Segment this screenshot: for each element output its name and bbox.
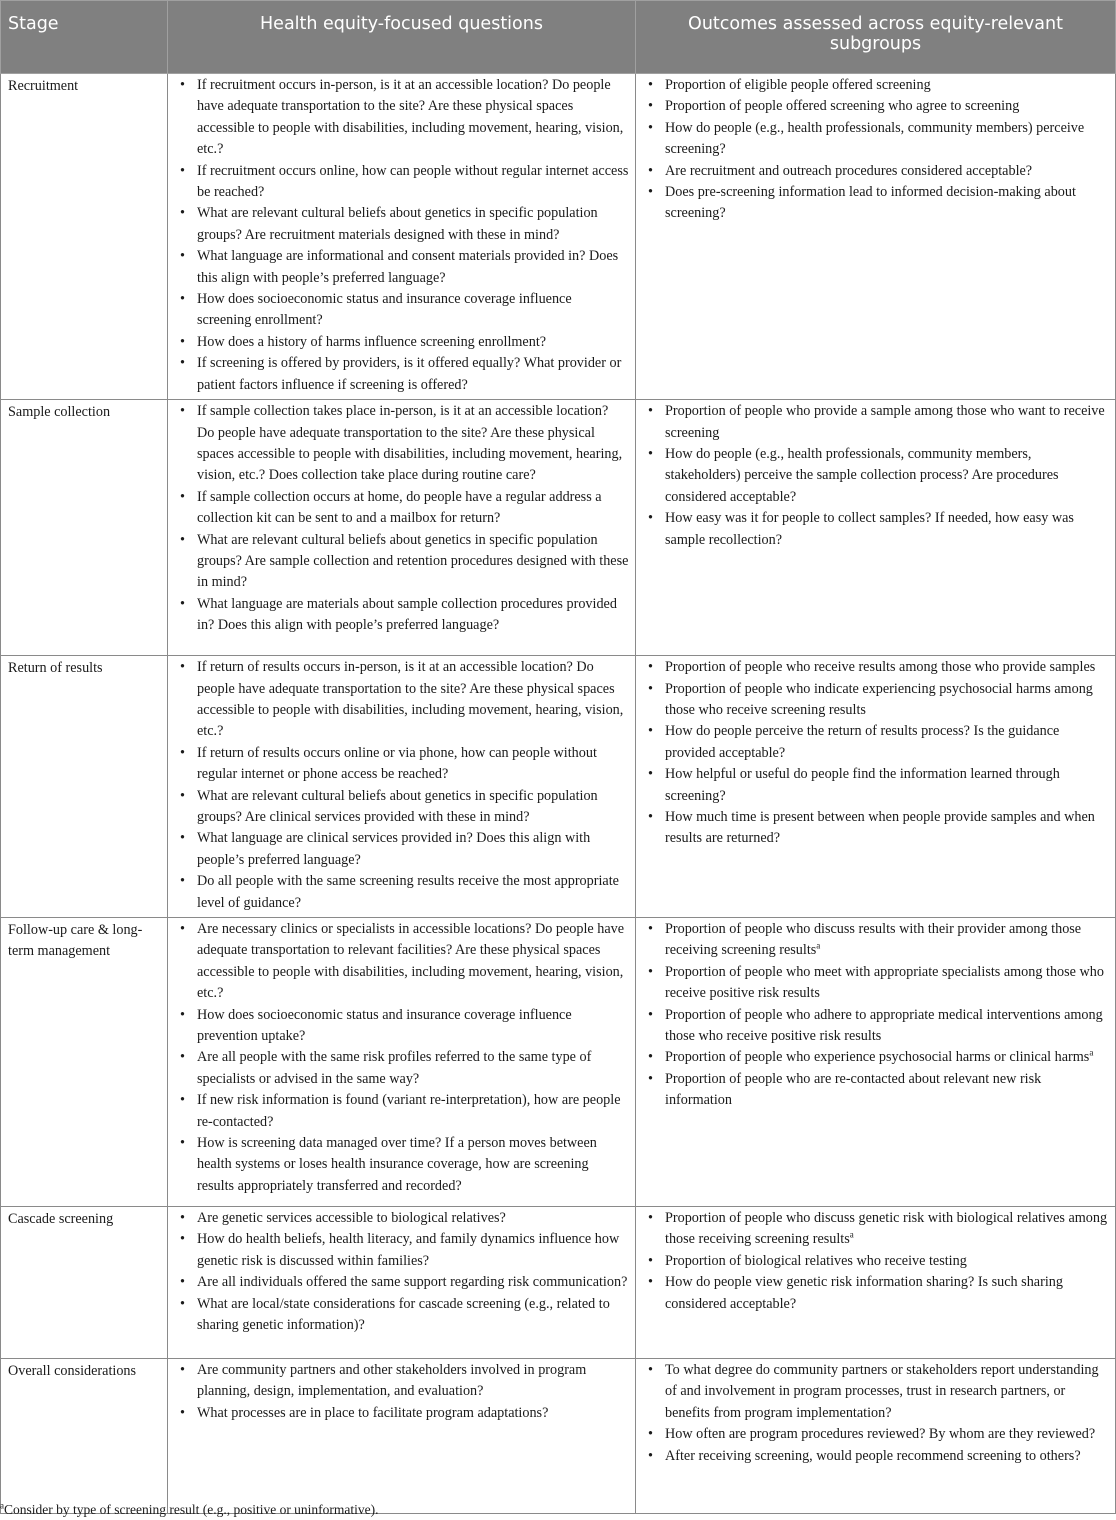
- question-item: • If return of results occurs in-person, is it at an accessible location? Do people have adequate transportation to the site? Are these physical spaces accessible to people with disabilities, including movement, hearing, vision, etc.?: [197, 657, 629, 743]
- outcome-item: [665, 1446, 1109, 1467]
- outcome-text: Proportion of people who receive results among those who provide samples: [665, 659, 1096, 676]
- outcomes-cell: [636, 917, 1116, 1206]
- questions-cell: [168, 1206, 636, 1358]
- outcome-text: Proportion of eligible people offered screening: [665, 77, 931, 93]
- outcomes-cell: [636, 1358, 1116, 1513]
- outcome-text: Proportion of biological relatives who receive testing: [665, 1252, 967, 1269]
- question-item: • What are relevant cultural beliefs about genetics in specific population groups? Are recruitment materials designed with these in mind?: [197, 203, 629, 246]
- questions-cell: [168, 656, 636, 918]
- question-item: • How does a history of harms influence screening enrollment?: [197, 332, 629, 353]
- question-item: • What are local/state considerations for cascade screening (e.g., related to sharing genetic information)?: [197, 1294, 629, 1337]
- questions-list: [175, 919, 629, 1197]
- outcome-item: [665, 182, 1109, 225]
- outcome-text: How do people perceive the return of results process? Is the guidance provided acceptable?: [665, 723, 1060, 761]
- outcome-item: [665, 161, 1109, 182]
- table-row: [1, 74, 1116, 400]
- stage-cell: Sample collection: [1, 400, 168, 656]
- outcomes-list: [643, 919, 1109, 1112]
- question-item: • What language are informational and consent materials provided in? Does this align with people’s preferred language?: [197, 246, 629, 289]
- outcome-item: [665, 1272, 1109, 1315]
- outcomes-cell: [636, 74, 1116, 400]
- question-item: • How does socioeconomic status and insurance coverage influence screening enrollment?: [197, 289, 629, 332]
- outcomes-list: [643, 75, 1109, 225]
- table-row: [1, 1206, 1116, 1358]
- question-item: • How is screening data managed over time? If a person moves between health systems or loses health insurance coverage, how are screening results appropriately transferred and recorded?: [197, 1133, 629, 1197]
- questions-list: [175, 1208, 629, 1336]
- question-item: • If recruitment occurs online, how can people without regular internet access be reached?: [197, 161, 629, 204]
- outcome-item: [665, 1047, 1109, 1068]
- outcome-item: [665, 118, 1109, 161]
- header-stage: Stage: [1, 1, 168, 74]
- questions-cell: [168, 1358, 636, 1513]
- question-item: • What are relevant cultural beliefs about genetics in specific population groups? Are sample collection and retention procedures designed with these in mind?: [197, 530, 629, 594]
- outcome-item: [665, 444, 1109, 508]
- stage-cell: Recruitment: [1, 74, 168, 400]
- question-item: • Are all people with the same risk profiles referred to the same type of specialists or advised in the same way?: [197, 1047, 629, 1090]
- outcome-text: How much time is present between when people provide samples and when results are returned?: [665, 808, 1095, 847]
- questions-list: [175, 401, 629, 636]
- question-item: • How does socioeconomic status and insurance coverage influence prevention uptake?: [197, 1005, 629, 1048]
- question-item: • If recruitment occurs in-person, is it at an accessible location? Do people have adequate transportation to the site? Are these physical spaces accessible to people with disabilities, including movement, hearing, vision, etc.?: [197, 75, 629, 161]
- questions-cell: [168, 917, 636, 1206]
- outcome-text: Proportion of people who indicate experiencing psychosocial harms among those who receive screening results: [665, 680, 1093, 718]
- outcome-text: How do people view genetic risk information sharing? Is such sharing considered acceptable?: [665, 1274, 1063, 1312]
- outcome-text: Proportion of people who meet with appropriate specialists among those who receive positive risk results: [665, 963, 1104, 1002]
- question-item: • Are necessary clinics or specialists in accessible locations? Do people have adequate transportation to relevant facilities? Are these physical spaces accessible to people with disabilities, including movement, hearing, vision, etc.?: [197, 919, 629, 1005]
- stage-cell: Cascade screening: [1, 1206, 168, 1358]
- outcome-text: Proportion of people who are re-contacted about relevant new risk information: [665, 1070, 1042, 1109]
- question-item: • What language are clinical services provided in? Does this align with people’s preferred language?: [197, 828, 629, 871]
- outcome-item: [665, 721, 1109, 764]
- outcome-item: [665, 1208, 1109, 1251]
- footnote-text: Consider by type of screening result (e.g., positive or uninformative).: [4, 1502, 379, 1517]
- question-item: • Do all people with the same screening results receive the most appropriate level of guidance?: [197, 871, 629, 914]
- footnote-marker: a: [816, 940, 821, 951]
- outcome-item: [665, 919, 1109, 962]
- outcomes-cell: [636, 656, 1116, 918]
- outcome-item: [665, 807, 1109, 850]
- table-body: [1, 74, 1116, 1514]
- questions-list: [175, 657, 629, 914]
- outcome-text: Proportion of people who experience psychosocial harms or clinical harms: [665, 1049, 1090, 1066]
- question-item: • What language are materials about sample collection procedures provided in? Does this align with people’s preferred language?: [197, 594, 629, 637]
- table-row: [1, 917, 1116, 1206]
- outcome-text: How helpful or useful do people find the information learned through screening?: [665, 766, 1060, 804]
- outcomes-list: [643, 1208, 1109, 1315]
- question-item: • If sample collection takes place in-person, is it at an accessible location? Do people have adequate transportation to the site? Are these physical spaces accessible to people with disabilities, including movement, hearing, vision, etc.? Does collection take place during routine care?: [197, 401, 629, 487]
- outcome-text: Proportion of people who provide a sample among those who want to receive screening: [665, 403, 1105, 441]
- outcome-text: Does pre-screening information lead to informed decision-making about screening?: [665, 184, 1076, 222]
- outcome-text: How do people (e.g., health professionals, community members) perceive screening?: [665, 119, 1085, 158]
- outcomes-cell: [636, 1206, 1116, 1358]
- footnote: [0, 1502, 379, 1518]
- question-item: • Are community partners and other stakeholders involved in program planning, design, implementation, and evaluation?: [197, 1360, 629, 1403]
- outcome-text: To what degree do community partners or stakeholders report understanding of and involvement in program processes, trust in research partners, or benefits from program implementation?: [665, 1361, 1099, 1421]
- question-item: • If screening is offered by providers, is it offered equally? What provider or patient factors influence if screening is offered?: [197, 353, 629, 396]
- question-item: • If new risk information is found (variant re-interpretation), how are people re-contacted?: [197, 1090, 629, 1133]
- outcomes-list: [643, 401, 1109, 551]
- outcome-item: [665, 1360, 1109, 1424]
- question-item: • If sample collection occurs at home, do people have a regular address a collection kit can be sent to and a mailbox for return?: [197, 487, 629, 530]
- outcome-text: Are recruitment and outreach procedures considered acceptable?: [665, 162, 1033, 179]
- outcome-text: After receiving screening, would people recommend screening to others?: [665, 1447, 1081, 1464]
- outcome-text: How often are program procedures reviewed? By whom are they reviewed?: [665, 1426, 1096, 1443]
- outcome-text: Proportion of people who discuss results with their provider among those receiving screening results: [665, 920, 1082, 959]
- table-row: [1, 1358, 1116, 1513]
- outcomes-list: [643, 1360, 1109, 1467]
- outcome-item: [665, 1424, 1109, 1445]
- question-item: • How do health beliefs, health literacy, and family dynamics influence how genetic risk is discussed within families?: [197, 1229, 629, 1272]
- footnote-marker: a: [849, 1229, 854, 1240]
- outcome-item: [665, 657, 1109, 678]
- outcome-item: [665, 962, 1109, 1005]
- outcome-item: [665, 96, 1109, 117]
- outcomes-cell: [636, 400, 1116, 656]
- outcome-text: Proportion of people who adhere to appropriate medical interventions among those who receive positive risk results: [665, 1006, 1103, 1044]
- outcome-item: [665, 764, 1109, 807]
- stage-cell: Follow-up care & long-term management: [1, 917, 168, 1206]
- header-outcomes: Outcomes assessed across equity-relevant subgroups: [636, 1, 1116, 74]
- outcome-item: [665, 1069, 1109, 1112]
- questions-list: [175, 1360, 629, 1424]
- header-questions: Health equity-focused questions: [168, 1, 636, 74]
- outcomes-list: [643, 657, 1109, 850]
- stage-cell: Overall considerations: [1, 1358, 168, 1513]
- question-item: • Are genetic services accessible to biological relatives?: [197, 1208, 629, 1229]
- footnote-mark: a: [0, 1500, 4, 1511]
- outcome-item: [665, 1005, 1109, 1048]
- question-item: • What processes are in place to facilitate program adaptations?: [197, 1403, 629, 1424]
- header-row: [1, 1, 1116, 74]
- footnote-marker: a: [1089, 1047, 1094, 1058]
- questions-list: [175, 75, 629, 396]
- stage-cell: Return of results: [1, 656, 168, 918]
- question-item: • Are all individuals offered the same support regarding risk communication?: [197, 1272, 629, 1293]
- outcome-item: [665, 75, 1109, 96]
- outcome-text: How do people (e.g., health professionals, community members, stakeholders) perceive the sample collection process? Are procedures considered acceptable?: [665, 445, 1059, 505]
- table-row: [1, 656, 1116, 918]
- question-item: • What are relevant cultural beliefs about genetics in specific population groups? Are clinical services provided with these in mind?: [197, 786, 629, 829]
- outcome-item: [665, 508, 1109, 551]
- outcome-text: Proportion of people offered screening who agree to screening: [665, 98, 1020, 115]
- question-item: • If return of results occurs online or via phone, how can people without regular internet or phone access be reached?: [197, 743, 629, 786]
- outcome-text: How easy was it for people to collect samples? If needed, how easy was sample recollection?: [665, 510, 1074, 548]
- questions-cell: [168, 74, 636, 400]
- questions-cell: [168, 400, 636, 656]
- outcome-text: Proportion of people who discuss genetic risk with biological relatives among those receiving screening results: [665, 1209, 1108, 1248]
- table-row: [1, 400, 1116, 656]
- outcome-item: [665, 401, 1109, 444]
- outcome-item: [665, 1251, 1109, 1272]
- outcome-item: [665, 679, 1109, 722]
